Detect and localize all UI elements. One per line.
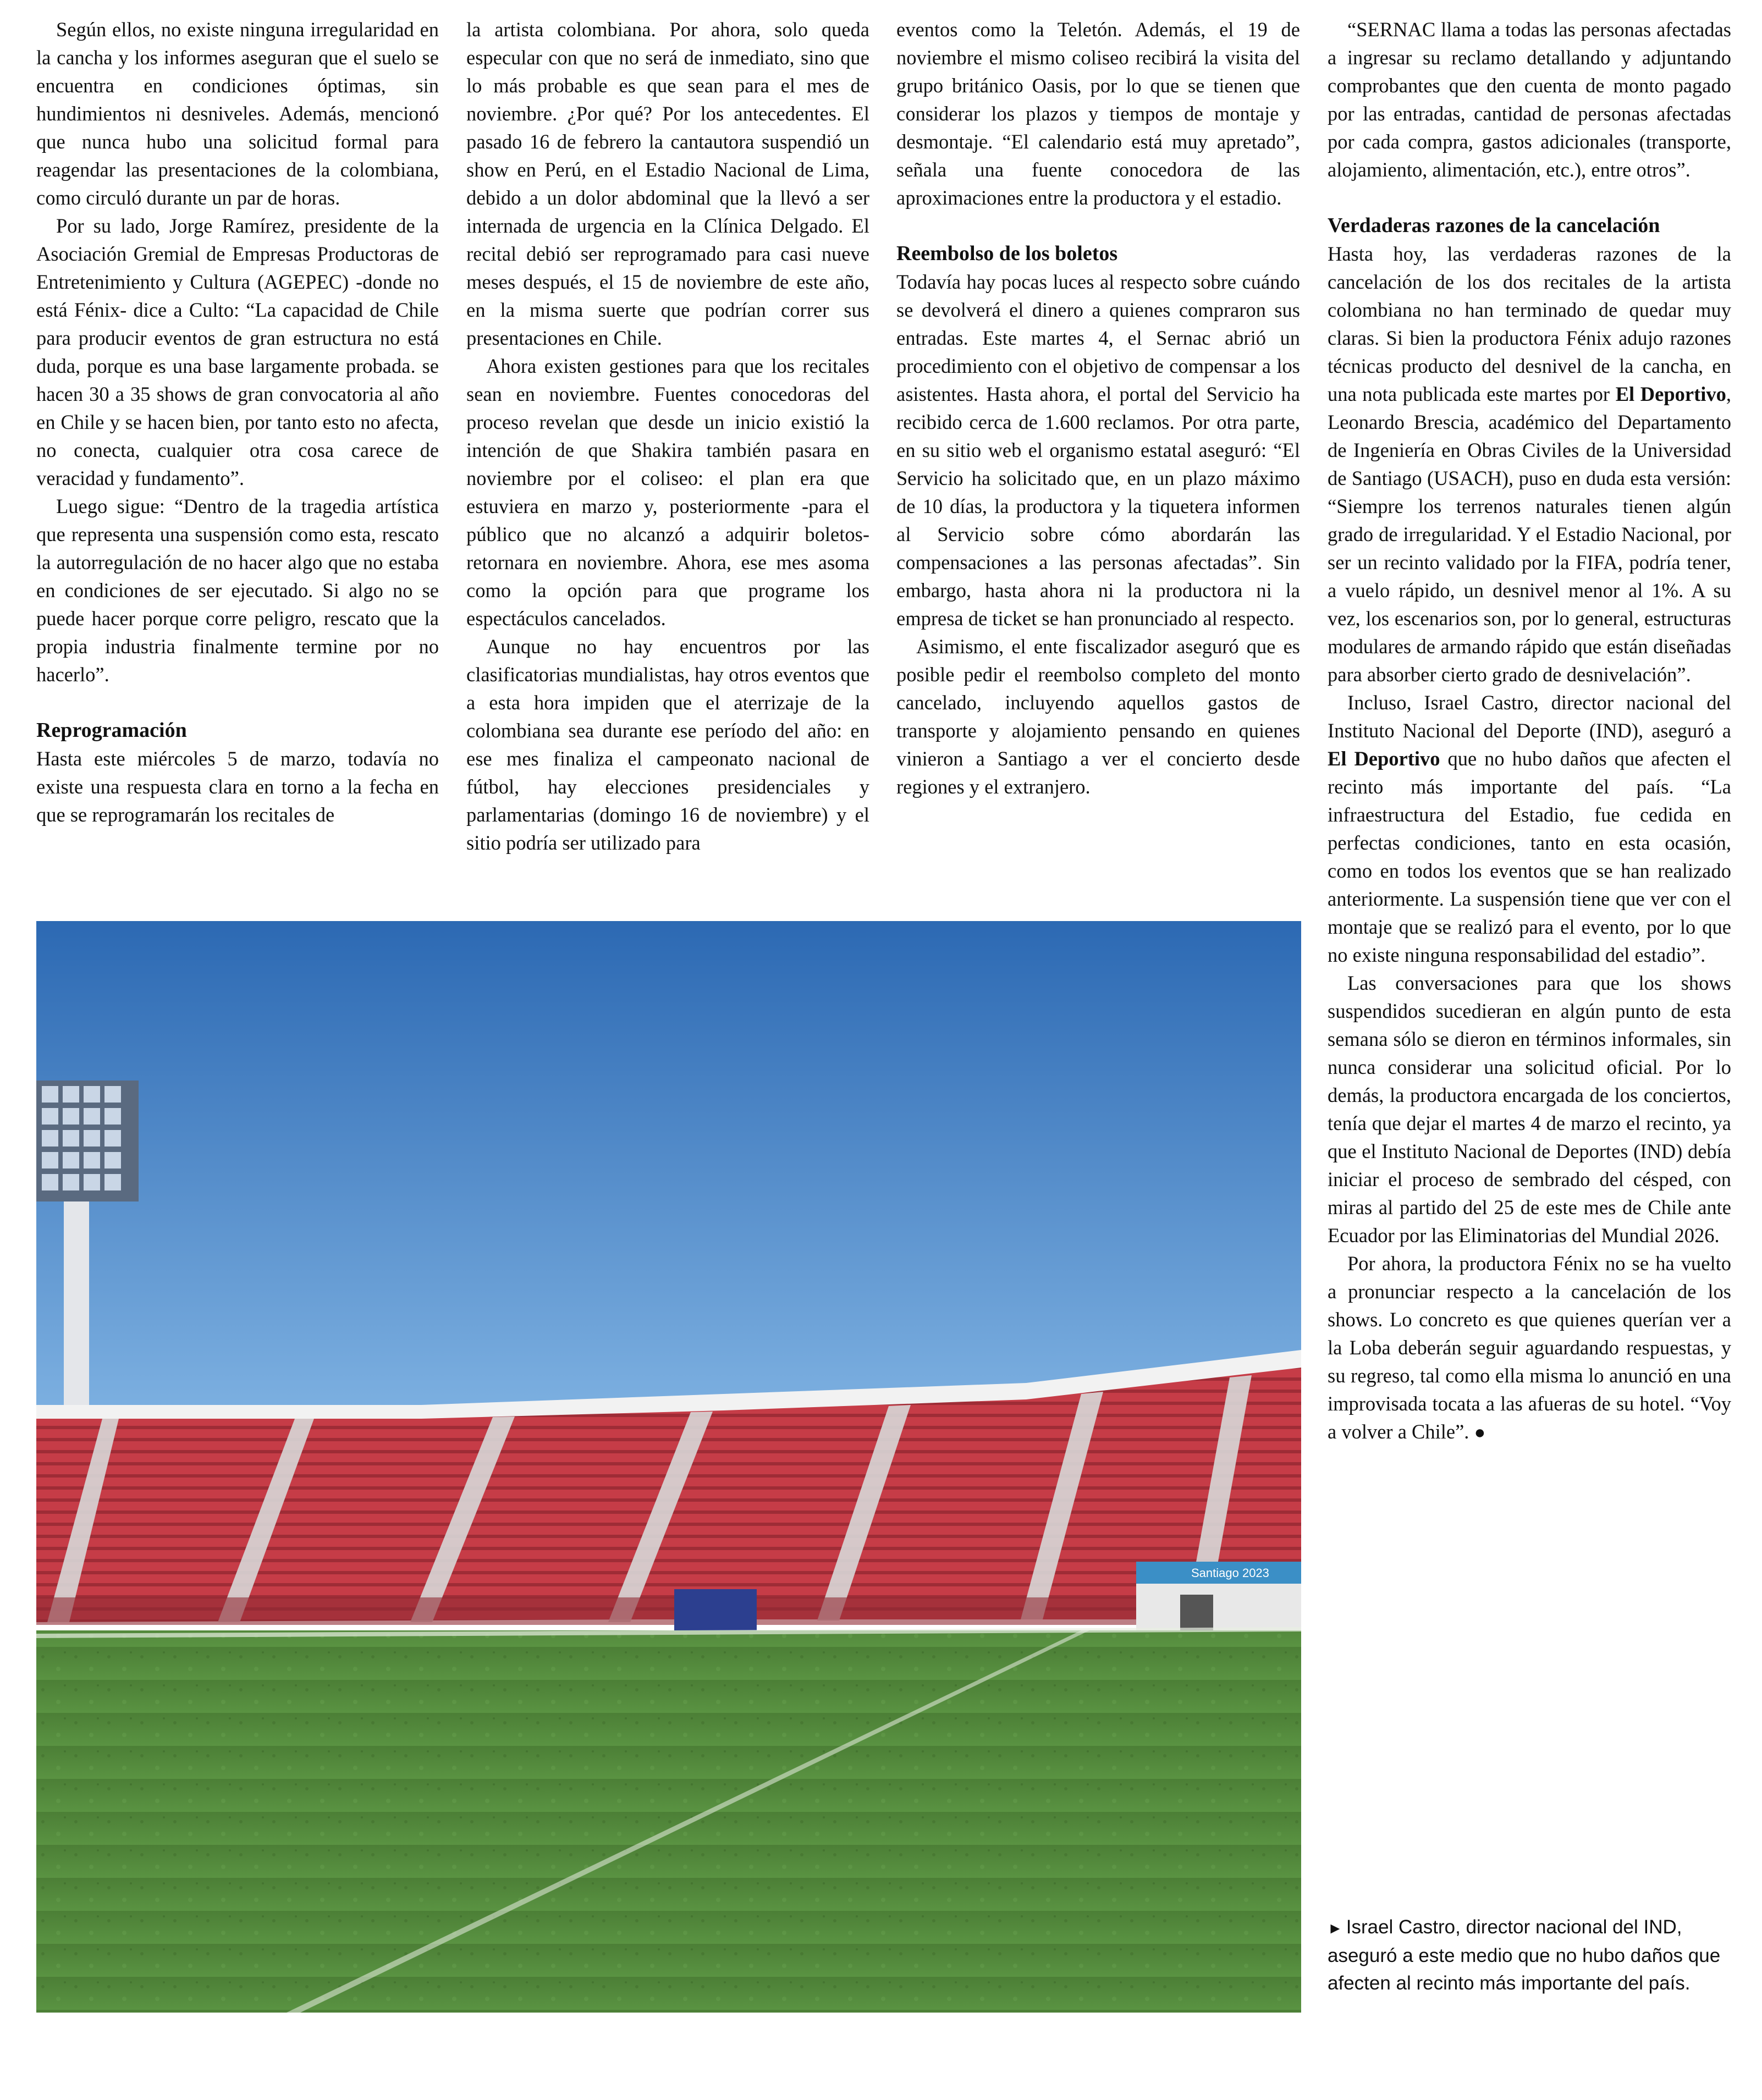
text-run: , Leonardo Brescia, académico del Departamento de Ingeniería en Obras Civiles de la Universidad de Santiago (USACH), puso en duda esta versión: “Siempre los terrenos naturales tienen algún grado de irregularidad. Y el Estadio Nacional, por ser un recinto validado por la FIFA, podría tener, a vuelo rápido, un desnivel menor al 1%. A su vez, los escenarios son, por lo general, estructuras modulares de armando rápido que están diseñadas para absorber cierto grado de desnivelación”. (1328, 383, 1731, 686)
paragraph: la artista colombiana. Por ahora, solo queda especular con que no será de inmediato, sino que lo más probable es que sean para el mes de noviembre. ¿Por qué? Por los antecedentes. El pasado 16 de febrero la cantautora suspendió un show en Perú, en el Estadio Nacional de Lima, debido a un dolor abdominal que la llevó a ser internada de urgencia en la Clínica Delgado. El recital debió ser reprogramado para casi nueve meses después, el 15 de noviembre de este año, en la misma suerte que podrían correr sus presentaciones en Chile. (466, 18, 869, 349)
paragraph: Las conversaciones para que los shows suspendidos sucedieran en algún punto de esta semana sólo se dieron en términos informales, sin nunca considerar una solicitud oficial. Por lo demás, la productora encargada de los conciertos, tenía que dejar el martes 4 de marzo el recinto, ya que el Instituto Nacional de Deportes (IND) debía iniciar el proceso de sembrado del césped, con miras al partido del 25 de este mes de Chile ante Ecuador por las Eliminatorias del Mundial 2026. (1328, 972, 1731, 1247)
banner (1136, 1562, 1301, 1633)
article-column-1 (36, 15, 439, 829)
paragraph: Todavía hay pocas luces al respecto sobre cuándo se devolverá el dinero a quienes compraron sus entradas. Este martes 4, el Sernac abrió un procedimiento con el objetivo de compensar a los asistentes. Hasta ahora, el portal del Servicio ha recibido cerca de 1.600 reclamos. Por otra parte, en su sitio web el organismo estatal aseguró: “El Servicio ha solicitado que, en un plazo máximo de 10 días, la productora y la tiquetera informen al Servicio sobre cómo abordarán las compensaciones a las personas afectadas”. Sin embargo, hasta ahora ni la productora ni la empresa de ticket se han pronunciado al respecto. (896, 271, 1300, 630)
text-run: Incluso, Israel Castro, director nacional del Instituto Nacional del Deporte (IND), aseguró a (1328, 691, 1731, 742)
article-column-2 (466, 15, 869, 857)
end-of-article-icon: ● (1474, 1423, 1486, 1443)
text-run: Hasta hoy, las verdaderas razones de la cancelación de los dos recitales de la artista colombiana no han terminado de quedar muy claras. Si bien la productora Fénix adujo razones técnicas producto del desnivel de la cancha, en una nota publicada este martes por (1328, 242, 1731, 405)
section-heading: Reprogramación (36, 719, 187, 742)
tunnel-cover (674, 1589, 757, 1633)
paragraph: Ahora existen gestiones para que los recitales sean en noviembre. Fuentes conocedoras del proceso revelan que desde un inicio existió la intención de que Shakira también pasara en noviembre por el coliseo: el plan era que estuviera en marzo y, posteriormente -para el público que no alcanzó a adquirir boletos- retornara en noviembre. Ahora, ese mes asoma como la opción para que programe los espectáculos cancelados. (466, 355, 869, 630)
caption-arrow-icon: ► (1328, 1920, 1343, 1937)
paragraph: Asimismo, el ente fiscalizador aseguró que es posible pedir el reembolso completo del monto cancelado, incluyendo aquellos gastos de transporte y alojamiento pensando en quienes vinieron a Santiago a ver el concierto desde regiones y el extranjero. (896, 635, 1300, 798)
article-column-3 (896, 15, 1300, 801)
text-run: Por ahora, la productora Fénix no se ha vuelto a pronunciar respecto a la cancelación de los shows. Lo concreto es que quienes querían ver a la Loba deberán seguir aguardando respuestas, y su regreso, tal como ella misma lo anunció en una improvisada tocata a las afueras de su hotel. “Voy a volver a Chile”. (1328, 1252, 1731, 1443)
paragraph: Hasta este miércoles 5 de marzo, todavía no existe una respuesta clara en torno a la fecha en que se reprogramarán los recitales de (36, 747, 439, 826)
publication-name: El Deportivo (1615, 383, 1726, 405)
paragraph (1328, 688, 1731, 969)
caption-text: Israel Castro, director nacional del IND, aseguró a este medio que no hubo daños que afecten al recinto más importante del país. (1328, 1916, 1721, 1994)
photo-caption (1328, 1914, 1731, 1997)
paragraph: Según ellos, no existe ninguna irregularidad en la cancha y los informes aseguran que el suelo se encuentra en condiciones óptimas, sin hundimientos ni desniveles. Además, mencionó que nunca hubo una solicitud formal para reagendar las presentaciones de la colombiana, como circuló durante un par de horas. (36, 18, 439, 209)
pitch-grass (36, 1630, 1301, 2013)
paragraph (1328, 1249, 1731, 1447)
article-column-4 (1328, 15, 1731, 1447)
section-heading: Verdaderas razones de la cancelación (1328, 214, 1660, 237)
section-heading: Reembolso de los boletos (896, 242, 1118, 265)
text-run: que no hubo daños que afecten el recinto más importante del país. “La infraestructura del Estadio, fue cedida en perfectas condiciones, tanto en esta ocasión, como en todos los eventos que se han realizado anteriormente. La suspensión tiene que ver con el montaje que se realizó para el evento, por lo que no existe ninguna responsabilidad del estadio”. (1328, 747, 1732, 966)
banner-text: Santiago 2023 (1191, 1566, 1269, 1580)
stadium-photo (36, 921, 1301, 2013)
publication-name: El Deportivo (1328, 747, 1440, 770)
paragraph: Aunque no hay encuentros por las clasificatorias mundialistas, hay otros eventos que a esta hora impiden que el aterrizaje de la colombiana sea durante ese período del año: en ese mes finaliza el campeonato nacional de fútbol, hay elecciones presidenciales y parlamentarias (domingo 16 de noviembre) y el sitio podría ser utilizado para (466, 635, 869, 854)
paragraph: “SERNAC llama a todas las personas afectadas a ingresar su reclamo detallando y adjuntando comprobantes que den cuenta de monto pagado por las entradas, cantidad de personas afectadas por cada compra, gastos adicionales (transporte, alojamiento, alimentación, etc.), entre otros”. (1328, 18, 1731, 181)
paragraph (1328, 240, 1731, 688)
sky (36, 921, 1301, 1427)
paragraph: eventos como la Teletón. Además, el 19 de noviembre el mismo coliseo recibirá la visita del grupo británico Oasis, por lo que se tienen que considerar los plazos y tiempos de montaje y desmontaje. “El calendario está muy apretado”, señala una fuente conocedora de las aproximaciones entre la productora y el estadio. (896, 18, 1300, 209)
paragraph: Por su lado, Jorge Ramírez, presidente de la Asociación Gremial de Empresas Productoras de Entretenimiento y Cultura (AGEPEC) -donde no está Fénix- dice a Culto: “La capacidad de Chile para producir eventos de gran estructura no está duda, porque es una base largamente probada. se hacen 30 a 35 shows de gran convocatoria al año en Chile y se hacen bien, por tanto esto no afecta, no conecta, cualquier otra cosa carece de veracidad y fundamento”. (36, 214, 439, 489)
paragraph: Luego sigue: “Dentro de la tragedia artística que representa una suspensión como esta, rescato la autorregulación de no hacer algo que no estaba en condiciones de ser ejecutado. Si algo no se puede hacer porque corre peligro, rescato que la propia industria finalmente termine por no hacerlo”. (36, 495, 439, 686)
